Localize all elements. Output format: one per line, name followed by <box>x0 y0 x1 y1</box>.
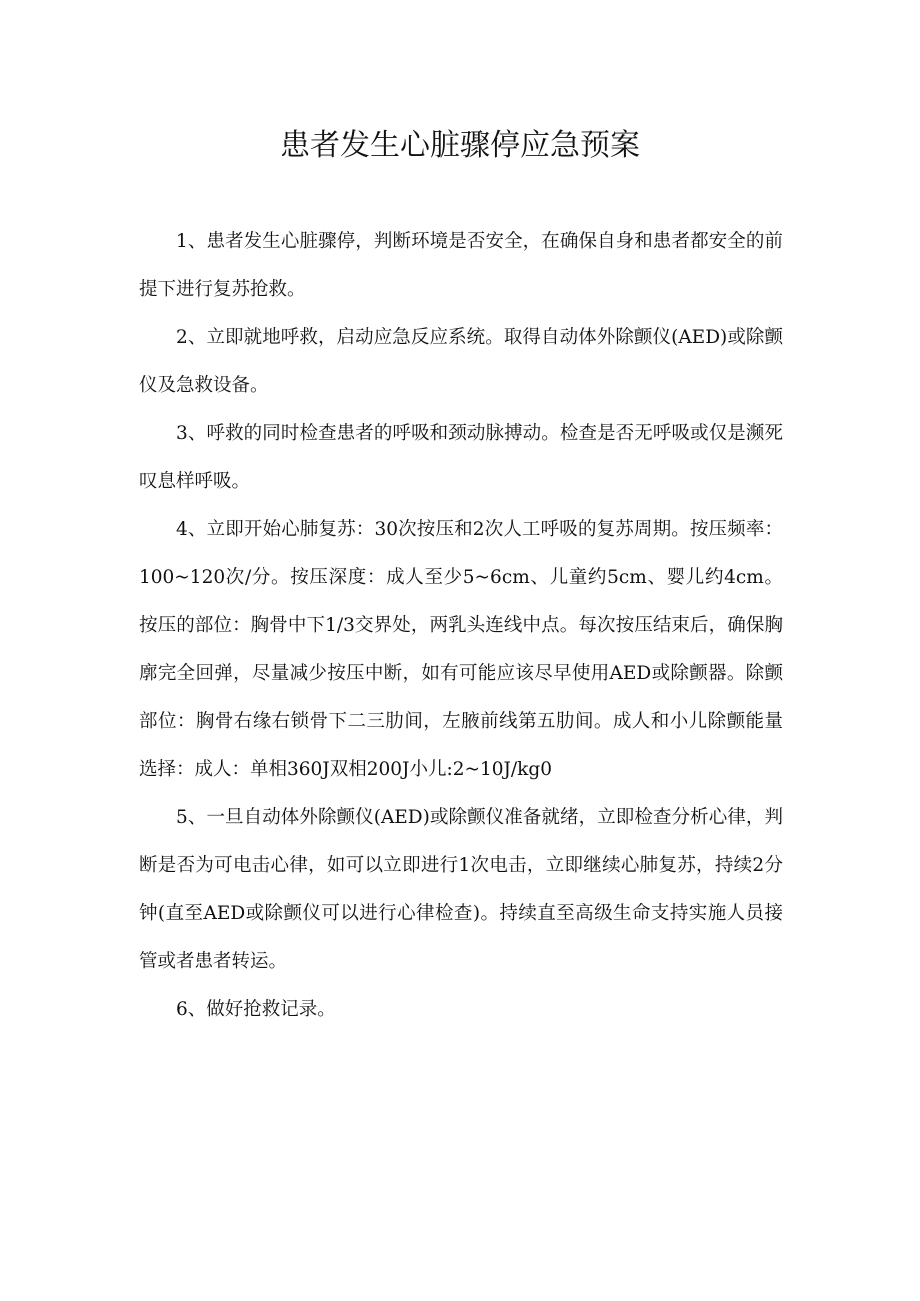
paragraph-3: 3、呼救的同时检查患者的呼吸和颈动脉搏动。检查是否无呼吸或仅是濒死叹息样呼吸。 <box>139 423 783 492</box>
paragraph-2: 2、立即就地呼救，启动应急反应系统。取得自动体外除颤仪(AED)或除颤仪及急救设备。 <box>139 327 783 396</box>
paragraph-6: 6、做好抢救记录。 <box>176 999 336 1020</box>
document-title: 患者发生心脏骤停应急预案 <box>280 128 640 163</box>
paragraph-1: 1、患者发生心脏骤停，判断环境是否安全，在确保自身和患者都安全的前提下进行复苏抢救。 <box>139 231 783 300</box>
document-body <box>139 218 783 1034</box>
paragraph-5: 5、一旦自动体外除颤仪(AED)或除颤仪准备就绪，立即检查分析心律，判断是否为可电击心律，如可以立即进行1次电击，立即继续心肺复苏，持续2分钟(直至AED或除颤仪可以进行心律检查)。持续直至高级生命支持实施人员接管或者患者转运。 <box>139 807 783 972</box>
paragraph-4: 4、立即开始心肺复苏：30次按压和2次人工呼吸的复苏周期。按压频率：100~120次/分。按压深度：成人至少5~6cm、儿童约5cm、婴儿约4cm。按压的部位：胸骨中下1/3交界处，两乳头连线中点。每次按压结束后，确保胸廓完全回弹，尽量减少按压中断，如有可能应该尽早使用AED或除颤器。除颤部位：胸骨右缘右锁骨下二三肋间，左腋前线第五肋间。成人和小儿除颤能量选择：成人：单相360J双相200J小儿:2~10J/kg0 <box>139 519 783 780</box>
